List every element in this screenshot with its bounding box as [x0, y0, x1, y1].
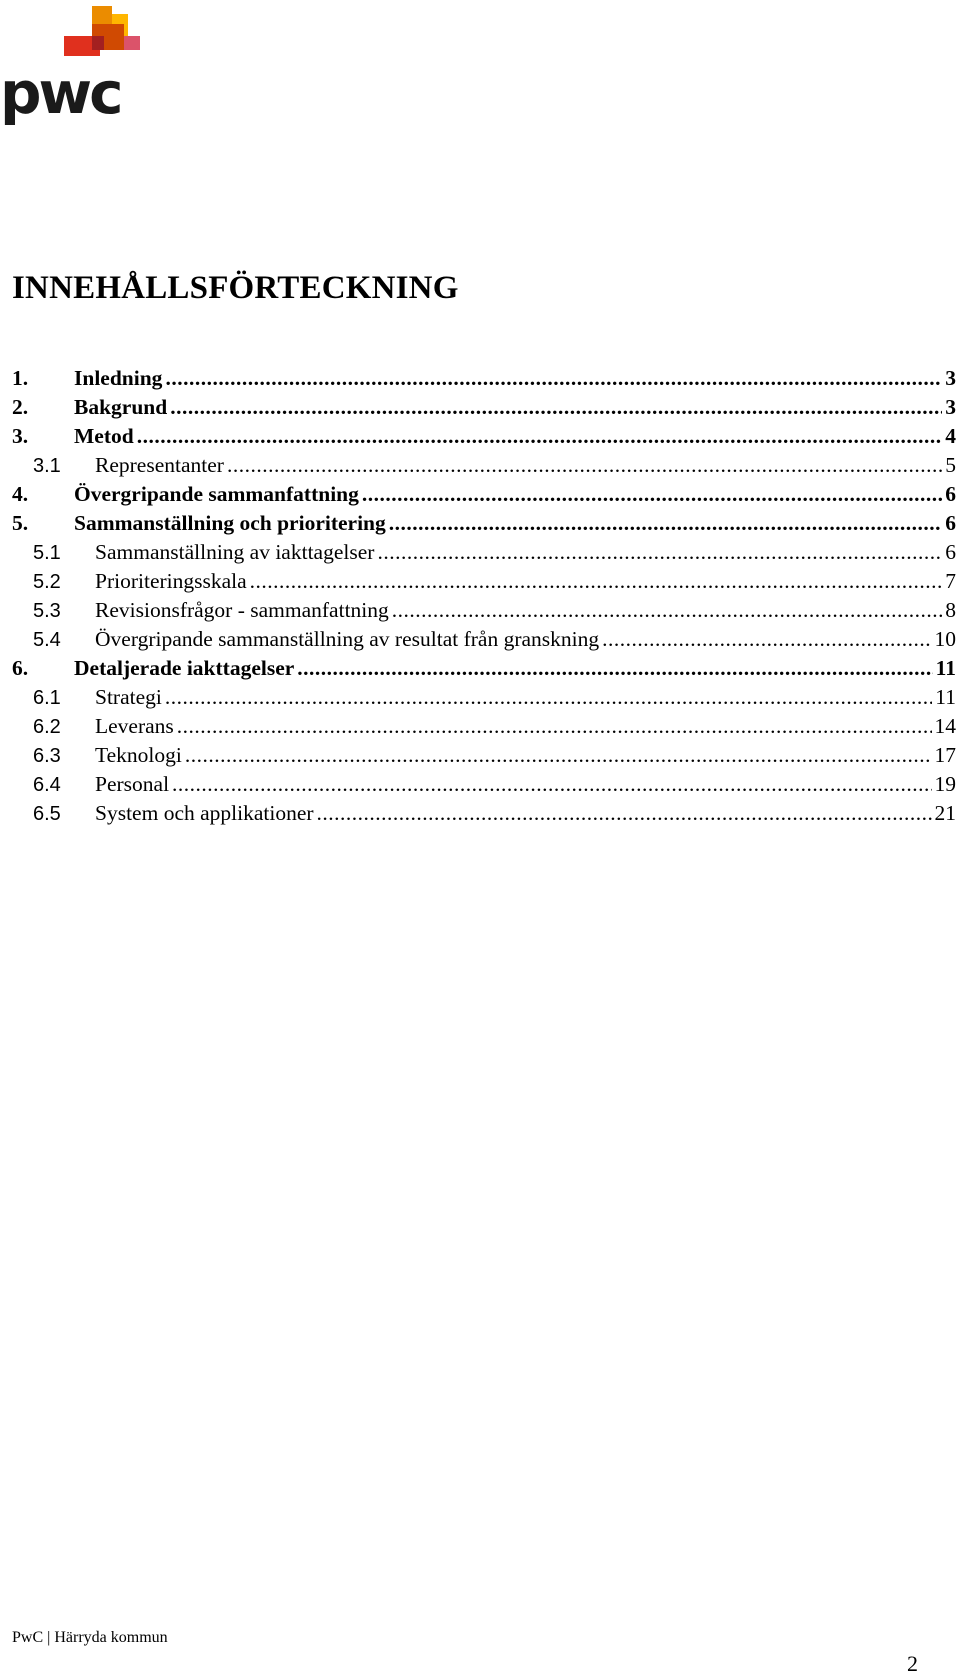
toc-leader-dots [137, 422, 943, 451]
toc-entry-label: Leverans [95, 714, 174, 738]
toc-entry-number: 6.5 [33, 803, 61, 825]
toc-entry-page: 6 [945, 540, 956, 564]
toc-entry-number: 6.3 [33, 745, 61, 767]
table-of-contents [12, 364, 960, 828]
toc-entry-page: 7 [945, 569, 956, 593]
toc-entry-number: 1. [12, 366, 29, 390]
toc-leader-dots [185, 741, 932, 770]
toc-leader-dots [177, 712, 932, 741]
toc-entry-6-4[interactable] [12, 770, 960, 799]
toc-entry-3[interactable] [12, 422, 960, 451]
toc-leader-dots [227, 451, 942, 480]
toc-entry-page: 3 [945, 366, 956, 390]
page-title: INNEHÅLLSFÖRTECKNING [12, 270, 459, 306]
toc-entry-number: 5.1 [33, 542, 61, 564]
toc-entry-6-1[interactable] [12, 683, 960, 712]
toc-entry-number: 6. [12, 656, 29, 680]
toc-leader-dots [317, 799, 932, 828]
toc-entry-label: Personal [95, 772, 170, 796]
footer-text: PwC | Härryda kommun [12, 1629, 168, 1646]
toc-entry-page: 17 [934, 743, 956, 767]
toc-entry-number: 2. [12, 395, 29, 419]
toc-entry-number: 5.4 [33, 629, 61, 651]
toc-entry-4[interactable] [12, 480, 960, 509]
toc-entry-6[interactable] [12, 654, 960, 683]
toc-entry-page: 10 [934, 627, 956, 651]
toc-leader-dots [165, 364, 942, 393]
toc-entry-1[interactable] [12, 364, 960, 393]
pwc-logo-wordmark: pwc [0, 59, 121, 127]
toc-leader-dots [297, 654, 932, 683]
toc-entry-3-1[interactable] [12, 451, 960, 480]
toc-entry-label: Prioriteringsskala [95, 569, 247, 593]
toc-entry-label: Detaljerade iakttagelser [74, 656, 295, 680]
toc-leader-dots [362, 480, 942, 509]
toc-entry-number: 4. [12, 482, 29, 506]
toc-entry-5-3[interactable] [12, 596, 960, 625]
toc-entry-page: 19 [934, 772, 956, 796]
toc-entry-number: 6.1 [33, 687, 61, 709]
toc-entry-page: 11 [935, 656, 956, 680]
toc-entry-5-2[interactable] [12, 567, 960, 596]
toc-entry-6-3[interactable] [12, 741, 960, 770]
toc-entry-label: Revisionsfrågor - sammanfattning [95, 598, 389, 622]
logo-block-rose [124, 36, 140, 50]
logo-block-dark-red [92, 36, 104, 50]
toc-entry-5[interactable] [12, 509, 960, 538]
toc-leader-dots [602, 625, 931, 654]
toc-entry-page: 8 [945, 598, 956, 622]
toc-entry-number: 5.3 [33, 600, 61, 622]
toc-entry-page: 5 [945, 453, 956, 477]
toc-entry-5-4[interactable] [12, 625, 960, 654]
toc-entry-number: 6.4 [33, 774, 61, 796]
toc-entry-6-5[interactable] [12, 799, 960, 828]
toc-entry-label: Bakgrund [74, 395, 168, 419]
toc-entry-page: 6 [945, 482, 956, 506]
toc-entry-page: 6 [945, 511, 956, 535]
toc-entry-number: 3. [12, 424, 29, 448]
pwc-logo [0, 0, 160, 125]
toc-leader-dots [172, 770, 931, 799]
toc-leader-dots [389, 509, 942, 538]
toc-entry-label: System och applikationer [95, 801, 314, 825]
toc-entry-label: Övergripande sammanfattning [74, 482, 359, 506]
toc-entry-label: Representanter [95, 453, 224, 477]
toc-entry-page: 11 [935, 685, 956, 709]
toc-entry-label: Sammanställning av iakttagelser [95, 540, 375, 564]
toc-entry-label: Övergripande sammanställning av resultat från granskning [95, 627, 600, 651]
logo-block-orange [92, 6, 112, 24]
page-number: 2 [907, 1651, 918, 1676]
toc-entry-page: 21 [934, 801, 956, 825]
toc-entry-number: 5.2 [33, 571, 61, 593]
toc-entry-label: Strategi [95, 685, 162, 709]
toc-leader-dots [250, 567, 943, 596]
toc-leader-dots [392, 596, 942, 625]
toc-leader-dots [377, 538, 942, 567]
toc-entry-page: 3 [945, 395, 956, 419]
toc-entry-label: Sammanställning och prioritering [74, 511, 386, 535]
toc-entry-page: 4 [945, 424, 956, 448]
toc-entry-number: 5. [12, 511, 29, 535]
toc-entry-number: 6.2 [33, 716, 61, 738]
toc-entry-2[interactable] [12, 393, 960, 422]
toc-entry-5-1[interactable] [12, 538, 960, 567]
toc-entry-6-2[interactable] [12, 712, 960, 741]
toc-entry-label: Teknologi [95, 743, 182, 767]
toc-entry-label: Inledning [74, 366, 163, 390]
toc-leader-dots [170, 393, 942, 422]
toc-entry-page: 14 [934, 714, 956, 738]
toc-entry-label: Metod [74, 424, 134, 448]
toc-leader-dots [165, 683, 932, 712]
toc-entry-number: 3.1 [33, 455, 61, 477]
